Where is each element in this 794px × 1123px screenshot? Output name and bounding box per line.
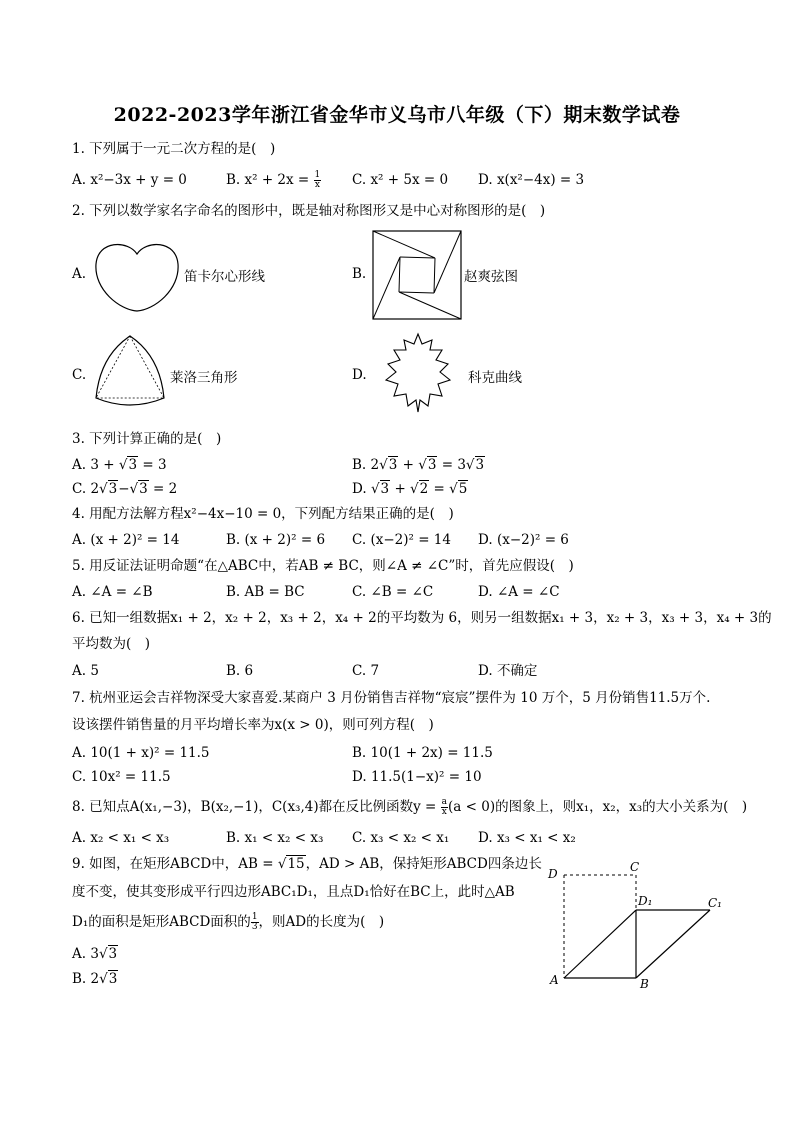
q4-option-c[interactable]: C. (x−2)² = 14 [352,532,451,548]
q9-option-a[interactable]: A. 3√3 [72,946,118,962]
question-6-stem-line1: 6. 已知一组数据x₁ + 2，x₂ + 2，x₃ + 2，x₄ + 2的平均数为 6，则另一组数据x₁ + 3，x₂ + 3，x₃ + 3，x₄ + 3的 [72,610,772,626]
q1-option-a[interactable]: A. x²−3x + y = 0 [72,172,187,188]
reuleaux-triangle-figure [90,332,170,410]
q7-option-b[interactable]: B. 10(1 + 2x) = 11.5 [352,745,493,761]
q5-option-a[interactable]: A. ∠A = ∠B [72,584,153,600]
q2-option-c-label[interactable]: C. [72,367,87,383]
koch-label: 科克曲线 [468,370,522,386]
question-3-stem: 3. 下列计算正确的是( ) [72,431,222,447]
question-6-stem-line2: 平均数为( ) [72,636,151,652]
question-1-stem: 1. 下列属于一元二次方程的是( ) [72,141,276,157]
question-4-stem: 4. 用配方法解方程x²−4x−10 = 0，下列配方结果正确的是( ) [72,506,454,522]
q2-option-b-label[interactable]: B. [352,266,367,282]
q6-option-a[interactable]: A. 5 [72,663,99,679]
q1-option-c[interactable]: C. x² + 5x = 0 [352,172,449,188]
q3-option-c[interactable]: C. 2√3−√3 = 2 [72,481,178,497]
q6-option-b[interactable]: B. 6 [226,663,254,679]
fig-label-d1: D₁ [638,894,653,908]
question-8-stem: 8. 已知点A(x₁,−3)，B(x₂,−1)，C(x₃,4)都在反比例函数y = $\frac{a}{x}$ (a < 0)的图象上，则x₁，x₂，x₃的大小关系为( ) [72,797,748,817]
fig-label-c: C [630,860,640,874]
question-7-stem-line1: 7. 杭州亚运会吉祥物深受大家喜爱.某商户 3 月份销售吉祥物“宸宸”摆件为 10 万个，5 月份销售11.5万个. [72,690,711,706]
q4-option-b[interactable]: B. (x + 2)² = 6 [226,532,326,548]
question-9-line1: 9. 如图，在矩形ABCD中，AB = √15，AD > AB，保持矩形ABCD四条边长 [72,856,542,872]
q7-option-c[interactable]: C. 10x² = 11.5 [72,769,171,785]
cardioid-figure [92,238,182,314]
fig-label-d: D [548,867,558,881]
question-9-line3: D₁的面积是矩形ABCD面积的 $\frac{1}{3}$ ，则AD的长度为( ) [72,912,385,932]
fig-label-c1: C₁ [708,896,722,910]
cardioid-label: 笛卡尔心形线 [184,269,265,285]
reuleaux-label: 莱洛三角形 [170,370,238,386]
q7-option-d[interactable]: D. 11.5(1−x)² = 10 [352,769,482,785]
q4-option-a[interactable]: A. (x + 2)² = 14 [72,532,180,548]
q6-option-c[interactable]: C. 7 [352,663,380,679]
q8-option-c[interactable]: C. x₃ < x₂ < x₁ [352,830,450,846]
q8-option-a[interactable]: A. x₂ < x₁ < x₃ [72,830,170,846]
q2-option-d-label[interactable]: D. [352,367,367,383]
q1-option-d[interactable]: D. x(x²−4x) = 3 [478,172,585,188]
rectangle-parallelogram-figure [540,860,730,992]
q3-option-b[interactable]: B. 2√3 + √3 = 3√3 [352,457,485,473]
q9-option-b[interactable]: B. 2√3 [72,971,118,987]
q5-option-b[interactable]: B. AB = BC [226,584,305,600]
q3-option-d[interactable]: D. √3 + √2 = √5 [352,481,468,497]
q8-option-b[interactable]: B. x₁ < x₂ < x₃ [226,830,324,846]
koch-curve-figure [370,330,466,416]
question-9-line2: 度不变，使其变形成平行四边形ABC₁D₁，且点D₁恰好在BC上，此时△AB [72,884,515,900]
zhao-shuang-label: 赵爽弦图 [464,269,518,285]
q5-option-c[interactable]: C. ∠B = ∠C [352,584,434,600]
fig-label-a: A [550,973,559,987]
fig-label-b: B [640,977,649,991]
question-5-stem: 5. 用反证法证明命题“在△ABC中，若AB ≠ BC，则∠A ≠ ∠C”时，首先应假设( ) [72,558,574,574]
question-7-stem-line2: 设该摆件销售量的月平均增长率为x(x > 0)，则可列方程( ) [72,717,434,733]
q1-option-b[interactable]: B. x² + 2x = $\frac{1}{x}$ [226,170,321,190]
q2-option-a-label[interactable]: A. [72,266,87,282]
q6-option-d[interactable]: D. 不确定 [478,663,538,679]
q4-option-d[interactable]: D. (x−2)² = 6 [478,532,569,548]
zhao-shuang-figure [372,230,462,320]
q8-option-d[interactable]: D. x₃ < x₁ < x₂ [478,830,576,846]
question-2-stem: 2. 下列以数学家名字命名的图形中，既是轴对称图形又是中心对称图形的是( ) [72,203,546,219]
page-title: 2022-2023学年浙江省金华市义乌市八年级（下）期末数学试卷 [113,104,681,126]
q3-option-a[interactable]: A. 3 + √3 = 3 [72,457,167,473]
q5-option-d[interactable]: D. ∠A = ∠C [478,584,560,600]
q7-option-a[interactable]: A. 10(1 + x)² = 11.5 [72,745,210,761]
